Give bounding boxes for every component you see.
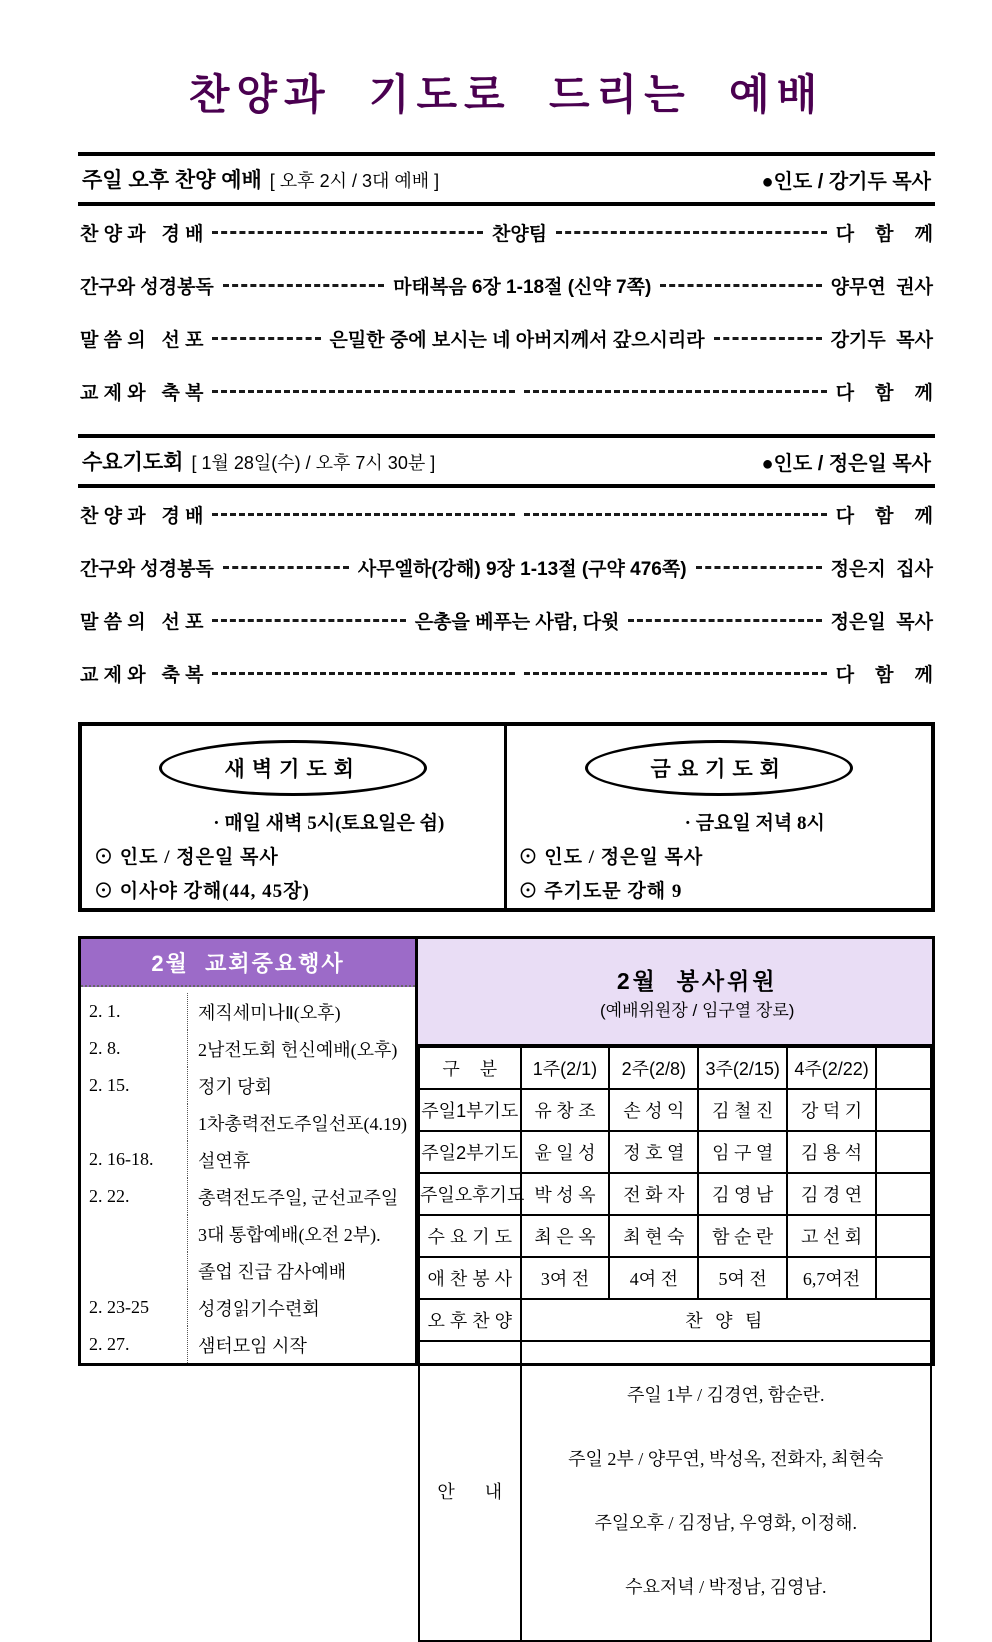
duty-guide-cell [521,1341,931,1641]
duty-cell: 김 영 남 [698,1173,787,1215]
event-text: 샘터모임 시작 [187,1326,415,1363]
event-date [81,1104,187,1141]
duty-col-header: 구 분 [419,1047,521,1089]
duty-cell [876,1089,931,1131]
duty-row-label: 주일오후기도 [419,1173,521,1215]
duty-row [419,1131,931,1173]
worship-item-content: 찬양팀 [492,224,548,245]
dawn-prayer-time: · 매일 새벽 5시(토요일은 쉼) [213,813,445,834]
worship-item-content: 사무엘하(강해) 9장 1-13절 (구약 476쪽) [357,559,687,580]
worship-line [80,541,933,594]
section-header-left [82,164,439,194]
worship-item-content: 은밀한 중에 보시는 네 아버지께서 갚으시리라 [329,330,705,351]
duty-columns-row [419,1047,931,1089]
worship-item-label: 말 씀 의 선 포 [80,612,204,633]
friday-prayer-title: 금요기도회 [585,740,853,796]
duty-col-header: 3주(2/15) [698,1047,787,1089]
duty-col-header: 4주(2/22) [787,1047,876,1089]
event-date: 2. 22. [89,1186,130,1206]
bulletin-page [0,64,992,1597]
duty-choir-value: 찬 양 팀 [521,1299,931,1341]
event-text: 정기 당회 [187,1067,415,1104]
dash-leader [223,566,349,569]
duty-cell: 윤 일 성 [521,1131,610,1173]
worship-item-person: 다 함 께 [835,665,933,686]
duty-cell: 전 화 자 [609,1173,698,1215]
dash-leader [212,231,483,234]
event-date: 2. 16-18. [89,1149,154,1169]
worship-item-person: 다 함 께 [835,506,933,527]
worship-item-label: 교 제 와 축 복 [80,665,204,686]
dash-leader [628,619,821,622]
event-text: 설연휴 [187,1141,415,1178]
friday-prayer-cell [507,726,932,911]
section-leader: ●인도 / 강기두 목사 [761,170,931,193]
duty-cell: 김 철 진 [698,1089,787,1131]
dash-leader [212,672,515,675]
section-header-sunday-afternoon [78,152,935,206]
duty-cell: 박 성 옥 [521,1173,610,1215]
duty-table-header [418,939,932,1046]
worship-item-person: 다 함 께 [835,224,933,245]
worship-line [80,365,933,418]
event-row [81,993,415,1030]
duty-cell [876,1131,931,1173]
worship-item-content: 은총을 베푸는 사람, 다윗 [414,612,620,633]
duty-row [419,1215,931,1257]
worship-item-person: 정은일 목사 [830,612,933,633]
duty-row-label: 주일1부기도 [419,1089,521,1131]
event-text: 성경읽기수련회 [187,1289,415,1326]
dash-leader [212,390,515,393]
dash-leader [212,337,320,340]
event-date [81,1252,187,1289]
duty-cell [876,1215,931,1257]
duty-cell: 유 창 조 [521,1089,610,1131]
duty-cell: 손 성 익 [609,1089,698,1131]
worship-item-content: 마태복음 6장 1-18절 (신약 7쪽) [393,277,652,298]
dawn-prayer-item: ⊙ 이사야 강해(44, 45장) [94,881,310,902]
duty-grid [418,1046,932,1642]
events-table-header: 2월 교회중요행사 [81,939,415,987]
worship-line [80,312,933,365]
worship-order-wednesday [78,488,935,700]
events-table [81,939,418,1363]
duty-header-title: 2월 봉사위원 [616,968,778,994]
event-row [81,1030,415,1067]
event-text: 1차총력전도주일선포(4.19) [187,1104,415,1141]
duty-col-header: 2주(2/8) [609,1047,698,1089]
duty-cell: 6,7여전 [787,1257,876,1299]
section-title: 수요기도회 [82,451,184,474]
event-row [81,1252,415,1289]
duty-cell [876,1257,931,1299]
dawn-prayer-cell [82,726,507,911]
worship-item-person: 양무연 권사 [830,277,933,298]
event-text: 총력전도주일, 군선교주일 [187,1178,415,1215]
event-date: 2. 27. [89,1334,130,1354]
duty-cell: 김 경 연 [787,1173,876,1215]
duty-cell: 정 호 열 [609,1131,698,1173]
worship-item-label: 교 제 와 축 복 [80,383,204,404]
duty-choir-row [419,1299,931,1341]
event-row [81,1178,415,1215]
worship-item-label: 말 씀 의 선 포 [80,330,204,351]
duty-cell: 함 순 란 [698,1215,787,1257]
duty-guide-row [419,1341,931,1641]
duty-row-label: 애 찬 봉 사 [419,1257,521,1299]
event-date [81,1215,187,1252]
worship-item-person: 강기두 목사 [830,330,933,351]
friday-prayer-item: ⊙ 인도 / 정은일 목사 [518,847,704,868]
dash-leader [212,619,405,622]
duty-row [419,1257,931,1299]
duty-cell: 3여 전 [521,1257,610,1299]
duty-cell: 4여 전 [609,1257,698,1299]
event-row [81,1289,415,1326]
dash-leader [212,513,515,516]
duty-row-label: 안 내 [419,1341,521,1641]
duty-col-header [876,1047,931,1089]
duty-cell: 임 구 열 [698,1131,787,1173]
event-date: 2. 23-25 [89,1297,149,1317]
dash-leader [524,390,827,393]
duty-row [419,1173,931,1215]
dash-leader [660,284,821,287]
duty-row-label: 주일2부기도 [419,1131,521,1173]
event-date: 2. 8. [89,1038,121,1058]
worship-item-label: 찬 양 과 경 배 [80,506,204,527]
guide-line: 주일오후 / 김정남, 우영화, 이정해. [594,1513,858,1533]
guide-line: 주일 2부 / 양무연, 박성옥, 전화자, 최현숙 [568,1449,884,1469]
duty-row [419,1089,931,1131]
duty-header-chair: (예배위원장 / 임구열 장로) [600,1001,795,1020]
duty-row-label: 수 요 기 도 [419,1215,521,1257]
dash-leader [714,337,822,340]
event-text: 제직세미나Ⅱ(오후) [187,993,415,1030]
worship-line [80,259,933,312]
duty-cell: 5여 전 [698,1257,787,1299]
duty-cell: 강 덕 기 [787,1089,876,1131]
dash-leader [223,284,384,287]
guide-line: 주일 1부 / 김경연, 함순란. [627,1385,825,1405]
event-row [81,1067,415,1104]
event-text: 졸업 진급 감사예배 [187,1252,415,1289]
guide-line: 수요저녁 / 박정남, 김영남. [625,1577,827,1597]
dawn-prayer-item: ⊙ 인도 / 정은일 목사 [94,847,279,868]
duty-cell [876,1173,931,1215]
worship-line [80,488,933,541]
section-time-detail: [ 오후 2시 / 3대 예배 ] [269,171,440,191]
event-row [81,1326,415,1363]
duty-cell: 최 현 숙 [609,1215,698,1257]
duty-row-label: 오 후 찬 양 [419,1299,521,1341]
dawn-prayer-title: 새벽기도회 [159,740,427,796]
worship-item-label: 간구와 성경봉독 [80,559,214,580]
events-table-body [81,987,415,1363]
duty-cell: 고 선 회 [787,1215,876,1257]
worship-order-sunday [78,206,935,418]
worship-line [80,206,933,259]
event-row [81,1104,415,1141]
section-header-left [82,446,435,476]
event-text: 3대 통합예배(오전 2부). [187,1215,415,1252]
dash-leader [524,672,827,675]
worship-item-label: 찬 양 과 경 배 [80,224,204,245]
duty-cell: 김 용 석 [787,1131,876,1173]
prayer-meetings-box [78,722,935,912]
duty-col-header: 1주(2/1) [521,1047,610,1089]
worship-item-person: 정은지 집사 [830,559,933,580]
dash-leader [556,231,827,234]
dash-leader [696,566,822,569]
friday-prayer-item: ⊙ 주기도문 강해 9 [518,881,683,902]
worship-line [80,647,933,700]
section-title: 주일 오후 찬양 예배 [82,169,262,192]
section-header-wednesday [78,434,935,488]
event-date: 2. 1. [89,1001,121,1021]
worship-item-label: 간구와 성경봉독 [80,277,214,298]
duty-cell: 최 은 옥 [521,1215,610,1257]
event-row [81,1141,415,1178]
worship-item-person: 다 함 께 [835,383,933,404]
section-time-detail: [ 1월 28일(수) / 오후 7시 30분 ] [191,453,436,473]
section-leader: ●인도 / 정은일 목사 [761,452,931,475]
event-text: 2남전도회 헌신예배(오후) [187,1030,415,1067]
event-row [81,1215,415,1252]
dash-leader [524,513,827,516]
worship-line [80,594,933,647]
event-date: 2. 15. [89,1075,130,1095]
friday-prayer-time: · 금요일 저녁 8시 [684,813,825,834]
page-title: 찬양과 기도로 드리는 예배 [188,71,825,118]
monthly-tables [78,936,935,1597]
duty-table [418,939,932,1597]
